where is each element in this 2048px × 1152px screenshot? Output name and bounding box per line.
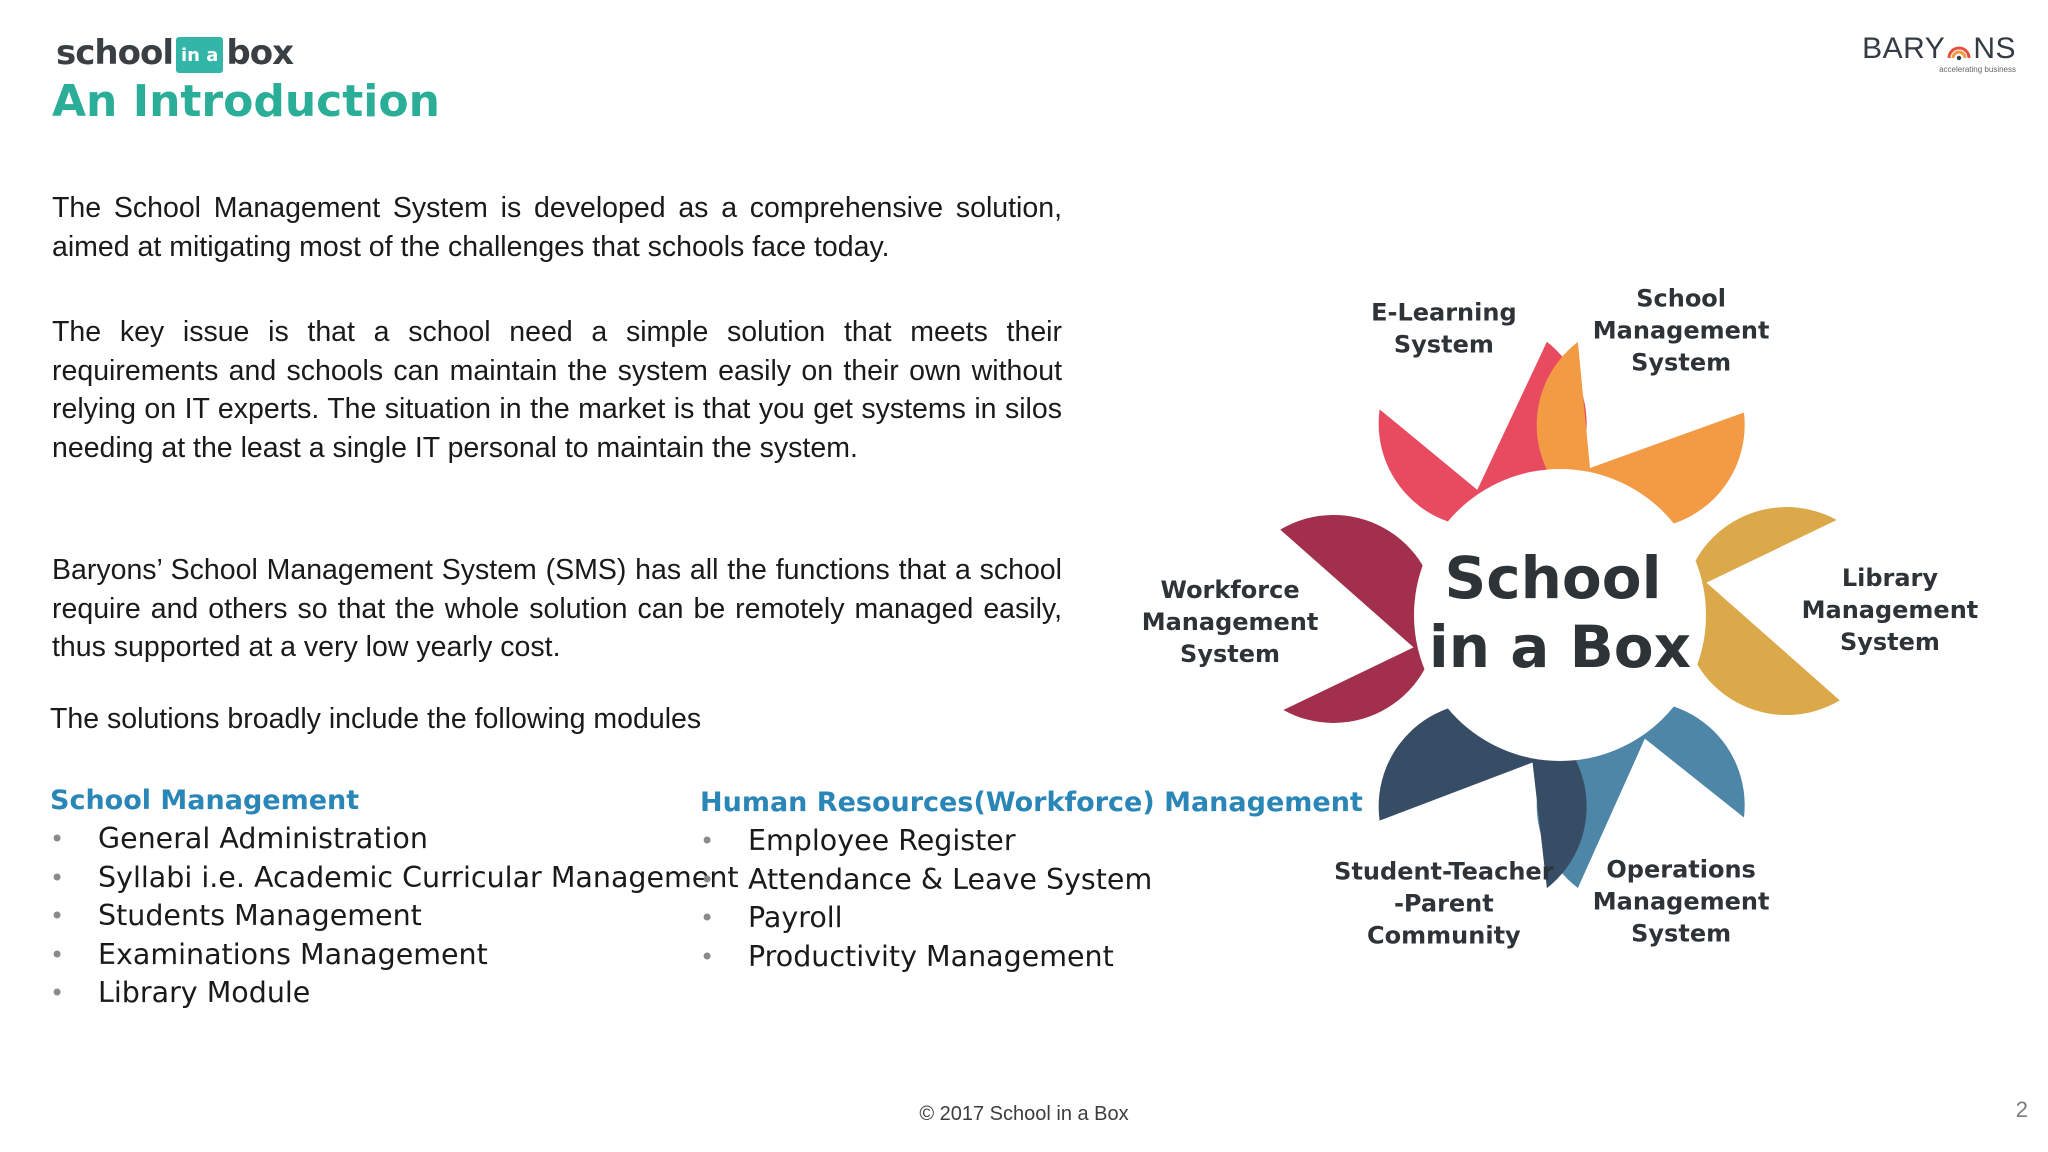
list-item: • Employee Register	[700, 822, 1363, 861]
petal-label: Student-Teacher	[1334, 857, 1554, 886]
petal-label: -Parent	[1393, 889, 1494, 918]
page-title: An Introduction	[52, 76, 440, 127]
brand-tagline: accelerating business	[1939, 65, 2016, 74]
petal-label: System	[1631, 348, 1732, 377]
petal-label: System	[1631, 919, 1732, 948]
intro-paragraph-2: The key issue is that a school need a simple solution that meets their requirements and schools can maintain the system easily on their own without relying on IT experts. The situation in the market is that you get systems in silos needing at the least a single IT personal to maintain the system.	[52, 316, 1062, 464]
center-title-line2: in a Box	[1428, 613, 1692, 681]
petal-label: Workforce	[1160, 575, 1300, 604]
copyright-footer: © 2017 School in a Box	[919, 1103, 1129, 1125]
center-title-line1: School	[1444, 544, 1662, 612]
petal-label: E-Learning	[1371, 298, 1517, 327]
petal-inner-circle	[1355, 239, 1533, 417]
brand-end: NS	[1973, 32, 2016, 65]
list-item: • Library Module	[50, 974, 739, 1013]
list-item: • Payroll	[700, 899, 1363, 938]
petal-label: Community	[1367, 921, 1521, 950]
logo-box-mark: in a	[176, 37, 223, 73]
list-item: • Syllabi i.e. Academic Curricular Management	[50, 859, 739, 898]
signal-wave-icon	[1946, 36, 1972, 62]
list-item: • Attendance & Leave System	[700, 861, 1363, 900]
modules-intro: The solutions broadly include the following modules	[50, 703, 702, 735]
petal-label: Operations	[1606, 855, 1756, 884]
petal-label: System	[1839, 628, 1940, 657]
brand-start: BARY	[1862, 32, 1946, 65]
petal-label: System	[1180, 639, 1281, 668]
baryons-logo	[1862, 34, 2016, 74]
petal-label: Management	[1592, 887, 1770, 916]
petal-label: Management	[1801, 596, 1979, 625]
module-list	[50, 820, 739, 1013]
page-number: 2	[2015, 1097, 2028, 1122]
flower-diagram	[1110, 200, 2010, 1030]
intro-paragraph-1: The School Management System is developed as a comprehensive solution, aimed at mitigating most of the challenges that schools face today.	[52, 192, 1062, 263]
school-management-module	[50, 782, 739, 1013]
list-item: • Productivity Management	[700, 938, 1363, 977]
module-heading: School Management	[50, 785, 360, 816]
list-item: • General Administration	[50, 820, 739, 859]
list-item: • Students Management	[50, 897, 739, 936]
petal-label: Library	[1841, 564, 1939, 593]
logo-text-box: box	[226, 33, 294, 73]
module-heading: Human Resources(Workforce) Management	[700, 787, 1363, 818]
list-item: • Examinations Management	[50, 936, 739, 975]
petal-label: Management	[1141, 607, 1319, 636]
petal-label: School	[1636, 284, 1727, 313]
school-in-a-box-diagram	[1110, 200, 2010, 1030]
logo-text-school: school	[56, 33, 173, 73]
school-in-a-box-logo	[56, 28, 293, 78]
petal-label: Management	[1592, 316, 1770, 345]
petal-label: System	[1393, 330, 1494, 359]
intro-paragraph-3: Baryons’ School Management System (SMS) has all the functions that a school require and others so that the whole solution can be remotely managed easily, thus supported at a very low yearly cost.	[52, 554, 1062, 663]
